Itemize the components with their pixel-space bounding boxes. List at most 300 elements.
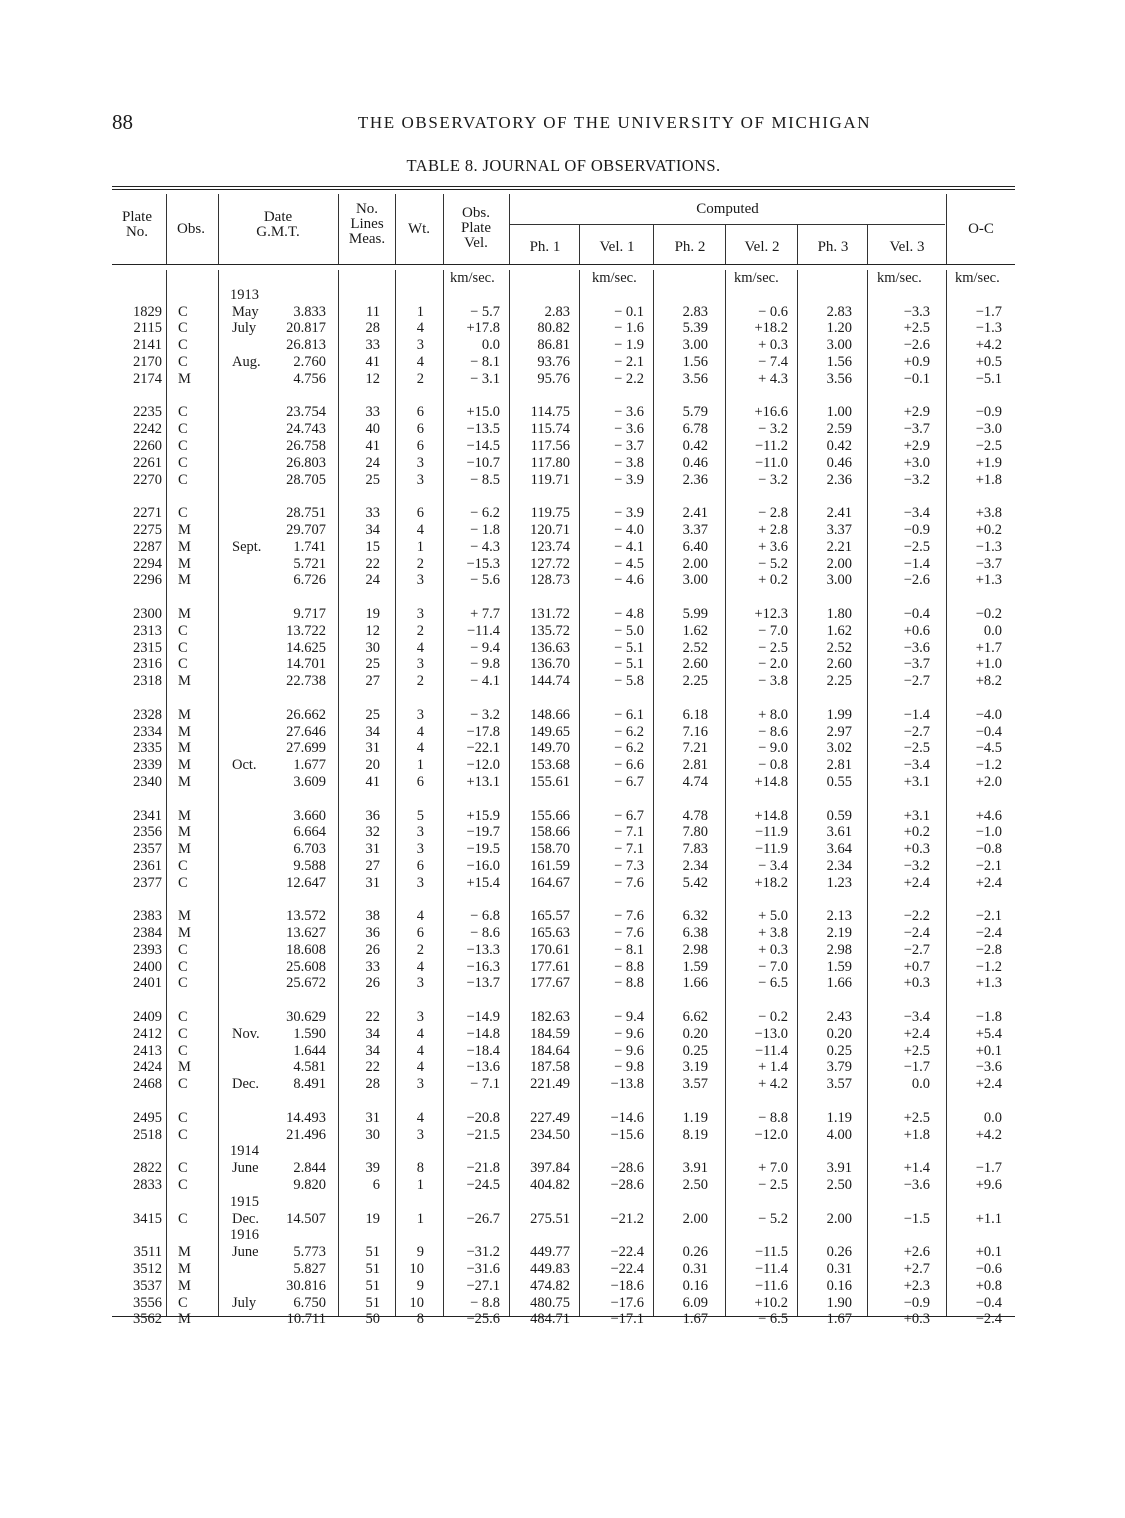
cell-weight: 6 bbox=[416, 925, 424, 942]
cell-ph2: 2.50 bbox=[682, 1177, 708, 1194]
cell-lines-meas: 20 bbox=[365, 757, 380, 774]
cell-vel3: +2.7 bbox=[903, 1261, 930, 1278]
cell-ph2: 5.42 bbox=[682, 874, 708, 891]
cell-vel2: − 5.2 bbox=[758, 555, 788, 572]
table-row bbox=[112, 455, 1015, 472]
cell-lines-meas: 27 bbox=[365, 857, 380, 874]
table-row bbox=[112, 572, 1015, 589]
cell-date-gmt: 2.844 bbox=[293, 1160, 326, 1177]
cell-ph1: 117.56 bbox=[530, 437, 570, 454]
body-col-divider bbox=[579, 270, 580, 1316]
cell-o-c: −1.3 bbox=[975, 538, 1002, 555]
top-rule bbox=[112, 186, 1015, 187]
cell-o-c: −1.3 bbox=[975, 320, 1002, 337]
cell-ph2: 6.62 bbox=[682, 1009, 708, 1026]
cell-ph2: 1.66 bbox=[682, 975, 708, 992]
cell-ph1: 131.72 bbox=[530, 605, 570, 622]
cell-ph2: 1.67 bbox=[682, 1311, 708, 1328]
header-obs: Obs. bbox=[177, 221, 205, 237]
cell-ph2: 0.26 bbox=[682, 1244, 708, 1261]
cell-weight: 4 bbox=[416, 521, 424, 538]
table-row bbox=[112, 1211, 1015, 1228]
cell-ph2: 1.59 bbox=[682, 958, 708, 975]
cell-vel2: + 3.8 bbox=[758, 925, 788, 942]
cell-lines-meas: 31 bbox=[365, 841, 380, 858]
cell-observer: M bbox=[178, 757, 191, 774]
cell-vel3: +0.2 bbox=[903, 824, 930, 841]
cell-o-c: +2.4 bbox=[975, 1076, 1002, 1093]
cell-date-gmt: 28.705 bbox=[286, 471, 326, 488]
cell-obs-vel: −15.3 bbox=[466, 555, 500, 572]
cell-ph2: 2.25 bbox=[682, 673, 708, 690]
cell-vel1: − 3.6 bbox=[614, 421, 644, 438]
cell-vel2: +16.6 bbox=[754, 404, 788, 421]
cell-plate-no: 2518 bbox=[133, 1126, 162, 1143]
cell-ph1: 158.66 bbox=[530, 824, 570, 841]
cell-plate-no: 2316 bbox=[133, 656, 162, 673]
cell-obs-vel: − 9.4 bbox=[470, 639, 500, 656]
cell-lines-meas: 12 bbox=[365, 622, 380, 639]
top-rule-double bbox=[112, 189, 1015, 190]
cell-vel1: − 7.1 bbox=[614, 841, 644, 858]
cell-weight: 3 bbox=[416, 874, 424, 891]
cell-ph3: 3.00 bbox=[826, 572, 852, 589]
cell-lines-meas: 41 bbox=[365, 353, 380, 370]
cell-lines-meas: 24 bbox=[365, 572, 380, 589]
col-divider bbox=[653, 224, 654, 264]
cell-observer: C bbox=[178, 404, 188, 421]
cell-ph3: 1.19 bbox=[826, 1109, 852, 1126]
table-caption: TABLE 8. JOURNAL OF OBSERVATIONS. bbox=[406, 156, 721, 175]
cell-weight: 4 bbox=[416, 1042, 424, 1059]
cell-date-gmt: 1.741 bbox=[293, 538, 326, 555]
cell-weight: 3 bbox=[416, 471, 424, 488]
cell-vel2: + 0.3 bbox=[758, 337, 788, 354]
cell-vel1: − 7.1 bbox=[614, 824, 644, 841]
cell-vel3: +3.1 bbox=[903, 773, 930, 790]
cell-month: Sept. bbox=[232, 538, 262, 555]
cell-observer: M bbox=[178, 773, 191, 790]
cell-date-gmt: 1.644 bbox=[293, 1042, 326, 1059]
cell-date-gmt: 18.608 bbox=[286, 941, 326, 958]
cell-month: Oct. bbox=[232, 757, 257, 774]
cell-vel3: −3.2 bbox=[903, 471, 930, 488]
cell-observer: C bbox=[178, 303, 188, 320]
cell-ph1: 144.74 bbox=[530, 673, 570, 690]
cell-ph1: 80.82 bbox=[537, 320, 570, 337]
cell-obs-vel: −31.6 bbox=[466, 1261, 500, 1278]
cell-plate-no: 2393 bbox=[133, 941, 162, 958]
cell-ph1: 480.75 bbox=[530, 1294, 570, 1311]
cell-vel1: − 7.6 bbox=[614, 908, 644, 925]
cell-date-gmt: 1.590 bbox=[293, 1025, 326, 1042]
cell-plate-no: 2294 bbox=[133, 555, 162, 572]
cell-ph2: 2.00 bbox=[682, 555, 708, 572]
cell-weight: 4 bbox=[416, 320, 424, 337]
cell-ph2: 3.56 bbox=[682, 370, 708, 387]
cell-vel3: −2.7 bbox=[903, 941, 930, 958]
header-obs-vel bbox=[444, 206, 508, 251]
cell-vel1: − 2.1 bbox=[614, 353, 644, 370]
cell-ph1: 164.67 bbox=[530, 874, 570, 891]
cell-vel3: −0.9 bbox=[903, 1294, 930, 1311]
cell-ph3: 1.23 bbox=[826, 874, 852, 891]
cell-vel2: − 2.5 bbox=[758, 639, 788, 656]
cell-vel2: + 8.0 bbox=[758, 706, 788, 723]
cell-vel3: +1.4 bbox=[903, 1160, 930, 1177]
cell-lines-meas: 34 bbox=[365, 723, 380, 740]
cell-ph3: 3.02 bbox=[826, 740, 852, 757]
header-obsvel-line3: Vel. bbox=[464, 235, 488, 251]
cell-o-c: −0.8 bbox=[975, 841, 1002, 858]
cell-obs-vel: −19.5 bbox=[466, 841, 500, 858]
cell-obs-vel: −20.8 bbox=[466, 1109, 500, 1126]
cell-date-gmt: 25.672 bbox=[286, 975, 326, 992]
cell-plate-no: 2328 bbox=[133, 706, 162, 723]
cell-vel1: − 4.1 bbox=[614, 538, 644, 555]
cell-ph3: 2.25 bbox=[826, 673, 852, 690]
body-col-divider bbox=[395, 270, 396, 1316]
cell-observer: C bbox=[178, 421, 188, 438]
cell-o-c: +0.2 bbox=[975, 521, 1002, 538]
cell-vel1: − 5.1 bbox=[614, 656, 644, 673]
cell-ph2: 6.78 bbox=[682, 421, 708, 438]
cell-lines-meas: 34 bbox=[365, 1025, 380, 1042]
cell-ph2: 2.00 bbox=[682, 1210, 708, 1227]
col-divider bbox=[579, 224, 580, 264]
cell-vel1: − 1.6 bbox=[614, 320, 644, 337]
unit-vel1: km/sec. bbox=[592, 270, 637, 286]
cell-ph2: 3.00 bbox=[682, 572, 708, 589]
cell-ph3: 1.66 bbox=[826, 975, 852, 992]
header-vel3: Vel. 3 bbox=[889, 239, 925, 255]
cell-vel3: +0.3 bbox=[903, 841, 930, 858]
cell-ph2: 2.60 bbox=[682, 656, 708, 673]
table-row bbox=[112, 1295, 1015, 1312]
cell-ph3: 0.42 bbox=[826, 437, 852, 454]
cell-vel1: −13.8 bbox=[610, 1076, 644, 1093]
body-col-divider bbox=[946, 270, 947, 1316]
cell-weight: 2 bbox=[416, 370, 424, 387]
cell-vel3: −0.1 bbox=[903, 370, 930, 387]
cell-vel3: +2.6 bbox=[903, 1244, 930, 1261]
cell-ph2: 8.19 bbox=[682, 1126, 708, 1143]
cell-ph3: 1.59 bbox=[826, 958, 852, 975]
cell-ph3: 2.97 bbox=[826, 723, 852, 740]
cell-ph3: 2.19 bbox=[826, 925, 852, 942]
group-spacer bbox=[112, 690, 1015, 707]
table-row bbox=[112, 1278, 1015, 1295]
col-divider bbox=[443, 194, 444, 264]
cell-obs-vel: −31.2 bbox=[466, 1244, 500, 1261]
cell-observer: C bbox=[178, 437, 188, 454]
cell-vel1: − 3.6 bbox=[614, 404, 644, 421]
cell-o-c: −1.8 bbox=[975, 1009, 1002, 1026]
cell-vel3: −1.4 bbox=[903, 706, 930, 723]
cell-vel1: −22.4 bbox=[610, 1244, 644, 1261]
cell-obs-vel: −19.7 bbox=[466, 824, 500, 841]
cell-plate-no: 2115 bbox=[133, 320, 162, 337]
cell-obs-vel: −27.1 bbox=[466, 1277, 500, 1294]
header-vel1: Vel. 1 bbox=[599, 239, 635, 255]
cell-ph1: 2.83 bbox=[544, 303, 570, 320]
table-row bbox=[112, 640, 1015, 657]
table-row bbox=[112, 1261, 1015, 1278]
cell-vel1: − 4.6 bbox=[614, 572, 644, 589]
cell-ph3: 3.91 bbox=[826, 1160, 852, 1177]
header-ph1: Ph. 1 bbox=[529, 239, 561, 255]
cell-vel3: −3.7 bbox=[903, 656, 930, 673]
cell-lines-meas: 31 bbox=[365, 740, 380, 757]
cell-ph3: 2.41 bbox=[826, 505, 852, 522]
cell-ph1: 165.57 bbox=[530, 908, 570, 925]
cell-ph3: 2.36 bbox=[826, 471, 852, 488]
table-body bbox=[112, 270, 1015, 1328]
cell-ph2: 3.19 bbox=[682, 1059, 708, 1076]
cell-observer: M bbox=[178, 723, 191, 740]
cell-ph2: 2.34 bbox=[682, 857, 708, 874]
cell-weight: 2 bbox=[416, 622, 424, 639]
cell-o-c: +9.6 bbox=[975, 1177, 1002, 1194]
cell-date-gmt: 6.664 bbox=[293, 824, 326, 841]
cell-ph2: 6.18 bbox=[682, 706, 708, 723]
cell-obs-vel: −18.4 bbox=[466, 1042, 500, 1059]
unit-obs-vel: km/sec. bbox=[450, 270, 495, 286]
cell-vel2: −11.9 bbox=[754, 824, 788, 841]
cell-ph3: 3.37 bbox=[826, 521, 852, 538]
cell-vel3: +0.9 bbox=[903, 353, 930, 370]
cell-o-c: −3.7 bbox=[975, 555, 1002, 572]
cell-ph3: 2.34 bbox=[826, 857, 852, 874]
cell-ph3: 2.52 bbox=[826, 639, 852, 656]
cell-o-c: +4.2 bbox=[975, 1126, 1002, 1143]
cell-vel3: −3.2 bbox=[903, 857, 930, 874]
table-row bbox=[112, 1127, 1015, 1144]
cell-weight: 2 bbox=[416, 555, 424, 572]
cell-vel2: +18.2 bbox=[754, 320, 788, 337]
cell-observer: C bbox=[178, 656, 188, 673]
header-plate-line1: Plate bbox=[122, 209, 152, 225]
cell-ph1: 449.83 bbox=[530, 1261, 570, 1278]
cell-weight: 6 bbox=[416, 505, 424, 522]
cell-vel1: − 9.8 bbox=[614, 1059, 644, 1076]
cell-lines-meas: 31 bbox=[365, 874, 380, 891]
cell-vel1: − 3.9 bbox=[614, 471, 644, 488]
unit-vel3: km/sec. bbox=[877, 270, 922, 286]
cell-vel1: −17.1 bbox=[610, 1311, 644, 1328]
cell-weight: 9 bbox=[416, 1277, 424, 1294]
cell-vel2: −11.4 bbox=[754, 1042, 788, 1059]
col-divider bbox=[395, 194, 396, 264]
cell-o-c: +0.5 bbox=[975, 353, 1002, 370]
cell-plate-no: 2357 bbox=[133, 841, 162, 858]
table-row bbox=[112, 304, 1015, 321]
year-row bbox=[112, 1227, 1015, 1244]
cell-observer: C bbox=[178, 1210, 188, 1227]
cell-vel1: − 9.4 bbox=[614, 1009, 644, 1026]
table-row bbox=[112, 757, 1015, 774]
cell-lines-meas: 25 bbox=[365, 471, 380, 488]
cell-vel2: − 3.2 bbox=[758, 471, 788, 488]
body-col-divider bbox=[509, 270, 510, 1316]
cell-obs-vel: − 4.1 bbox=[470, 673, 500, 690]
cell-weight: 1 bbox=[416, 1210, 424, 1227]
cell-vel1: − 7.6 bbox=[614, 925, 644, 942]
cell-observer: C bbox=[178, 622, 188, 639]
cell-ph1: 149.70 bbox=[530, 740, 570, 757]
cell-lines-meas: 26 bbox=[365, 975, 380, 992]
body-col-divider bbox=[725, 270, 726, 1316]
cell-year: 1916 bbox=[230, 1227, 259, 1244]
cell-ph3: 2.60 bbox=[826, 656, 852, 673]
cell-vel1: − 6.7 bbox=[614, 807, 644, 824]
cell-weight: 3 bbox=[416, 824, 424, 841]
cell-plate-no: 2275 bbox=[133, 521, 162, 538]
cell-lines-meas: 26 bbox=[365, 941, 380, 958]
cell-date-gmt: 9.820 bbox=[293, 1177, 326, 1194]
cell-observer: C bbox=[178, 1042, 188, 1059]
cell-date-gmt: 4.756 bbox=[293, 370, 326, 387]
cell-ph2: 7.83 bbox=[682, 841, 708, 858]
table-row bbox=[112, 1110, 1015, 1127]
cell-date-gmt: 30.816 bbox=[286, 1277, 326, 1294]
cell-vel2: + 4.2 bbox=[758, 1076, 788, 1093]
header-obsvel-line1: Obs. bbox=[462, 205, 490, 221]
cell-plate-no: 2300 bbox=[133, 605, 162, 622]
cell-vel3: +2.5 bbox=[903, 1042, 930, 1059]
cell-obs-vel: − 6.2 bbox=[470, 505, 500, 522]
table-row bbox=[112, 858, 1015, 875]
cell-plate-no: 3537 bbox=[133, 1277, 162, 1294]
cell-date-gmt: 1.677 bbox=[293, 757, 326, 774]
cell-date-gmt: 5.827 bbox=[293, 1261, 326, 1278]
cell-plate-no: 2318 bbox=[133, 673, 162, 690]
cell-vel1: − 6.6 bbox=[614, 757, 644, 774]
cell-ph3: 1.62 bbox=[826, 622, 852, 639]
cell-date-gmt: 6.703 bbox=[293, 841, 326, 858]
header-date bbox=[220, 210, 336, 240]
cell-lines-meas: 11 bbox=[366, 303, 380, 320]
table-row bbox=[112, 556, 1015, 573]
cell-vel3: +3.0 bbox=[903, 454, 930, 471]
cell-ph2: 2.36 bbox=[682, 471, 708, 488]
body-col-divider bbox=[797, 270, 798, 1316]
cell-plate-no: 2260 bbox=[133, 437, 162, 454]
cell-o-c: +4.6 bbox=[975, 807, 1002, 824]
cell-ph1: 148.66 bbox=[530, 706, 570, 723]
cell-ph2: 6.09 bbox=[682, 1294, 708, 1311]
cell-ph1: 127.72 bbox=[530, 555, 570, 572]
cell-plate-no: 2170 bbox=[133, 353, 162, 370]
cell-o-c: −2.4 bbox=[975, 1311, 1002, 1328]
cell-ph1: 117.80 bbox=[530, 454, 570, 471]
cell-plate-no: 2334 bbox=[133, 723, 162, 740]
table-row bbox=[112, 824, 1015, 841]
cell-vel3: −0.9 bbox=[903, 521, 930, 538]
cell-lines-meas: 28 bbox=[365, 1076, 380, 1093]
cell-ph2: 1.56 bbox=[682, 353, 708, 370]
cell-vel3: +2.9 bbox=[903, 437, 930, 454]
cell-plate-no: 2270 bbox=[133, 471, 162, 488]
cell-ph3: 2.00 bbox=[826, 1210, 852, 1227]
cell-obs-vel: −25.6 bbox=[466, 1311, 500, 1328]
cell-weight: 1 bbox=[416, 1177, 424, 1194]
units-row bbox=[112, 270, 1015, 287]
cell-ph1: 474.82 bbox=[530, 1277, 570, 1294]
table-row bbox=[112, 1244, 1015, 1261]
cell-o-c: −0.6 bbox=[975, 1261, 1002, 1278]
cell-weight: 3 bbox=[416, 605, 424, 622]
cell-obs-vel: − 8.5 bbox=[470, 471, 500, 488]
cell-plate-no: 2341 bbox=[133, 807, 162, 824]
cell-weight: 6 bbox=[416, 773, 424, 790]
table-row bbox=[112, 354, 1015, 371]
cell-vel2: + 0.3 bbox=[758, 941, 788, 958]
cell-observer: C bbox=[178, 471, 188, 488]
cell-plate-no: 3512 bbox=[133, 1261, 162, 1278]
cell-date-gmt: 5.721 bbox=[293, 555, 326, 572]
group-spacer bbox=[112, 388, 1015, 405]
cell-date-gmt: 13.572 bbox=[286, 908, 326, 925]
cell-weight: 3 bbox=[416, 1126, 424, 1143]
col-divider bbox=[509, 194, 510, 264]
cell-date-gmt: 22.738 bbox=[286, 673, 326, 690]
table-row bbox=[112, 656, 1015, 673]
cell-lines-meas: 41 bbox=[365, 437, 380, 454]
cell-observer: M bbox=[178, 706, 191, 723]
cell-ph1: 93.76 bbox=[537, 353, 570, 370]
cell-o-c: −5.1 bbox=[975, 370, 1002, 387]
cell-ph3: 1.56 bbox=[826, 353, 852, 370]
cell-obs-vel: − 9.8 bbox=[470, 656, 500, 673]
table-row bbox=[112, 606, 1015, 623]
cell-observer: C bbox=[178, 1076, 188, 1093]
cell-vel2: − 6.5 bbox=[758, 975, 788, 992]
cell-ph3: 1.99 bbox=[826, 706, 852, 723]
cell-date-gmt: 25.608 bbox=[286, 958, 326, 975]
cell-vel2: −11.6 bbox=[754, 1277, 788, 1294]
cell-observer: C bbox=[178, 353, 188, 370]
cell-weight: 10 bbox=[409, 1294, 424, 1311]
cell-plate-no: 2141 bbox=[133, 337, 162, 354]
cell-lines-meas: 51 bbox=[365, 1277, 380, 1294]
col-divider bbox=[338, 194, 339, 264]
cell-obs-vel: −16.3 bbox=[466, 958, 500, 975]
cell-obs-vel: −13.5 bbox=[466, 421, 500, 438]
cell-lines-meas: 22 bbox=[365, 555, 380, 572]
cell-weight: 3 bbox=[416, 975, 424, 992]
table-row bbox=[112, 522, 1015, 539]
cell-plate-no: 2413 bbox=[133, 1042, 162, 1059]
cell-lines-meas: 30 bbox=[365, 639, 380, 656]
cell-weight: 3 bbox=[416, 1076, 424, 1093]
cell-date-gmt: 6.750 bbox=[293, 1294, 326, 1311]
cell-lines-meas: 38 bbox=[365, 908, 380, 925]
cell-vel3: −0.4 bbox=[903, 605, 930, 622]
cell-date-gmt: 9.588 bbox=[293, 857, 326, 874]
table-row bbox=[112, 774, 1015, 791]
cell-date-gmt: 12.647 bbox=[286, 874, 326, 891]
cell-ph2: 7.21 bbox=[682, 740, 708, 757]
cell-vel1: − 3.9 bbox=[614, 505, 644, 522]
cell-plate-no: 3511 bbox=[133, 1244, 162, 1261]
cell-date-gmt: 26.662 bbox=[286, 706, 326, 723]
cell-ph3: 3.00 bbox=[826, 337, 852, 354]
group-spacer bbox=[112, 488, 1015, 505]
cell-ph1: 128.73 bbox=[530, 572, 570, 589]
table-row bbox=[112, 707, 1015, 724]
computed-underline bbox=[510, 224, 945, 225]
